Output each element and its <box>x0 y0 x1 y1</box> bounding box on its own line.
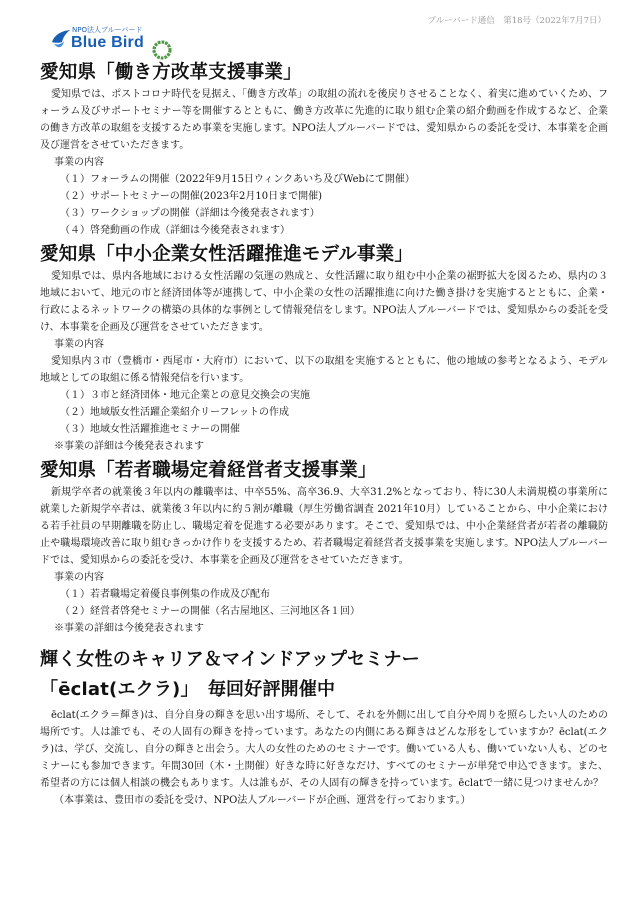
item-list <box>40 387 608 438</box>
section-eclat-seminar <box>40 645 608 809</box>
list-item: （１）３市と経済団体・地元企業との意見交換会の実施 <box>60 390 310 401</box>
content-body: 愛知県内３市（豊橋市・西尾市・大府市）において、以下の取組を実施するとともに、他の地域の参考となるよう、モデル地域としての取組に係る情報発信を行います。 <box>40 356 608 384</box>
list-item: （２）サポートセミナーの開催(2023年2月10日まで開催) <box>60 191 323 202</box>
list-item: （１）フォーラムの開催（2022年9月15日ウィンクあいち及びWebにて開催） <box>60 174 415 185</box>
section-work-style-reform <box>40 60 608 239</box>
section-youth-retention <box>40 458 608 637</box>
section-title: 愛知県「働き方改革支援事業」 <box>40 62 302 83</box>
section-note: ※事業の詳細は今後発表されます <box>54 623 204 634</box>
logo-name-text: Blue Bird <box>71 34 144 51</box>
section-body: 新規学卒者の就業後３年以内の離職率は、中卒55%、高卒36.9、大卒31.2%となっており、特に30人未満規模の事業所に就業した新規学卒者は、就業後３年以内に約５割が離職（厚生労働省調査 2021年10月）していることから、中小企業における若手社員の早期離職を防止し、職場定着を促進する必要があります。そこで、愛知県では、中小企業経営者が若者の離職防止や職場環境改善に取り組むきっかけ作りを支援するため、若者職場定着経営者支援事業を実施します。NPO法人ブルーバードでは、愛知県からの委託を受け、本事業を企画及び運営をさせていただきます。 <box>40 487 608 566</box>
list-item: （３）地域女性活躍推進セミナーの開催 <box>60 424 240 435</box>
logo-npo-text: NPO法人ブルーバード <box>72 26 143 34</box>
newsletter-issue-info: ブルーバード通信 第18号（2022年7月7日） <box>427 16 606 26</box>
list-item: （３）ワークショップの開催（詳細は今後発表されます） <box>60 208 320 219</box>
section-note: （本事業は、豊田市の委託を受け、NPO法人ブルーバードが企画、運営を行っております。） <box>54 795 471 806</box>
bird-icon <box>50 28 72 52</box>
section-body: 愛知県では、県内各地域における女性活躍の気運の熟成と、女性活躍に取り組む中小企業の裾野拡大を図るため、県内の３地域において、地元の市と経済団体等が連携して、中小企業の女性の活躍推進に向けた働き掛けを実施するとともに、企業・行政によるネットワークの構築の具体的な事例として情報発信をします。NPO法人ブルーバードでは、愛知県からの委託を受け、本事業を企画及び運営をさせていただきます。 <box>40 271 608 333</box>
sdg-wheel-icon <box>152 40 172 60</box>
section-note: ※事業の詳細は今後発表されます <box>54 441 204 452</box>
seminar-subtitle: 「ēclat(エクラ)」 毎回好評開催中 <box>40 679 336 700</box>
list-item: （１）若者職場定着優良事例集の作成及び配布 <box>60 589 270 600</box>
item-list <box>40 171 608 239</box>
section-women-empowerment <box>40 242 608 455</box>
item-list <box>40 586 608 620</box>
seminar-title: 輝く女性のキャリア＆マインドアップセミナー <box>40 649 420 670</box>
list-item: （２）地域版女性活躍企業紹介リーフレットの作成 <box>60 407 289 418</box>
content-label: 事業の内容 <box>54 157 104 168</box>
section-title: 愛知県「中小企業女性活躍推進モデル事業」 <box>40 244 414 265</box>
list-item: （２）経営者啓発セミナーの開催（名古屋地区、三河地区各１回） <box>60 606 360 617</box>
list-item: （４）啓発動画の作成（詳細は今後発表されます） <box>60 225 290 236</box>
content-label: 事業の内容 <box>54 339 104 350</box>
section-body: ēclat(エクラ＝輝き)は、自分自身の輝きを思い出す場所、そして、それを外側に出して自分や周りを照らしたい人のための場所です。人は誰でも、その人固有の輝きを持っています。あなたの内側にある輝きはどんな形をしていますか？ēclat(エクラ)は、学び、交流し、自分の輝きと出会う。大人の女性のためのセミナーです。働いている人も、働いていない人も、どのセミナーにも参加できます。年間30回（木・土開催）好きな時に好きなだけ、すべてのセミナーが単発で申込できます。また、希望者の方には個人相談の機会もあります。人は誰もが、その人固有の輝きを持っています。ēclatで一緒に見つけませんか？ <box>40 710 608 789</box>
content-label: 事業の内容 <box>54 572 104 583</box>
section-title: 愛知県「若者職場定着経営者支援事業」 <box>40 460 377 481</box>
main-content <box>40 60 608 809</box>
section-body: 愛知県では、ポストコロナ時代を見据え、「働き方改革」の取組の流れを後戻りさせることなく、着実に進めていくため、フォーラム及びサポートセミナー等を開催するとともに、働き方改革に先進的に取り組む企業の紹介動画を作成するなど、企業の働き方改革の取組を支援するため事業を実施します。NPO法人ブルーバードでは、愛知県からの委託を受け、本事業を企画及び運営をさせていただきます。 <box>40 89 608 151</box>
